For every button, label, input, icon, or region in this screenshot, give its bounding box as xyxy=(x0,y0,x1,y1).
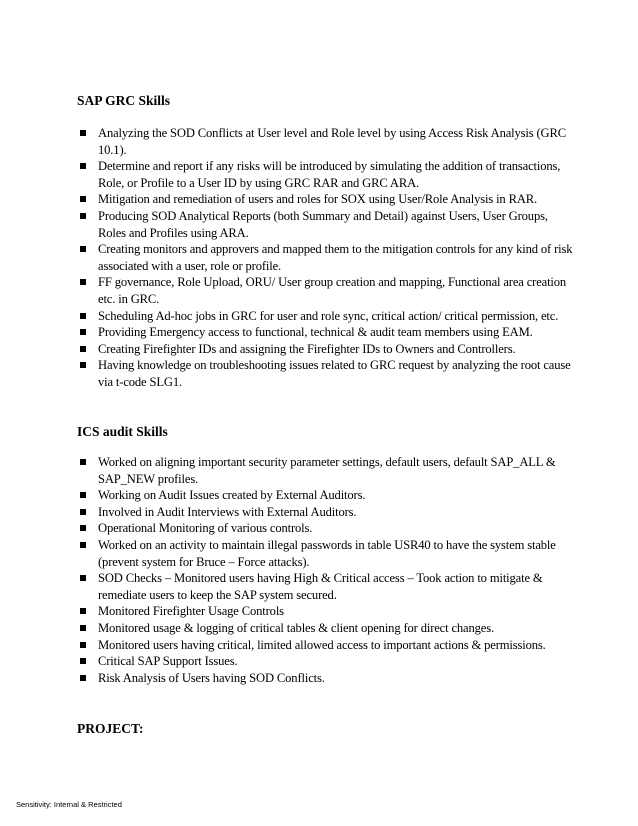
square-bullet-icon xyxy=(80,658,86,664)
list-item xyxy=(77,191,577,208)
list-item-text: Creating monitors and approvers and mapped them to the mitigation controls for any kind of risk associated with a user, role or profile. xyxy=(98,242,573,273)
list-item-text: Monitored Firefighter Usage Controls xyxy=(98,604,284,619)
square-bullet-icon xyxy=(80,163,86,169)
list-item xyxy=(77,241,577,274)
list-item xyxy=(77,537,577,570)
list-item xyxy=(77,274,577,307)
list-item xyxy=(77,158,577,191)
square-bullet-icon xyxy=(80,525,86,531)
list-item xyxy=(77,125,577,158)
list-item-text: Producing SOD Analytical Reports (both Summary and Detail) against Users, User Groups, Roles and Profiles using ARA. xyxy=(98,208,548,240)
list-item xyxy=(77,487,577,504)
square-bullet-icon xyxy=(80,542,86,548)
square-bullet-icon xyxy=(80,246,86,252)
sensitivity-footer: Sensitivity: Internal & Restricted xyxy=(16,800,122,809)
list-item-text: Creating Firefighter IDs and assigning the Firefighter IDs to Owners and Controllers. xyxy=(98,341,516,356)
list-item-text: Monitored usage & logging of critical tables & client opening for direct changes. xyxy=(98,620,494,635)
square-bullet-icon xyxy=(80,608,86,614)
square-bullet-icon xyxy=(80,346,86,352)
list-item xyxy=(77,670,577,687)
square-bullet-icon xyxy=(80,313,86,319)
list-item-text: Worked on aligning important security parameter settings, default users, default SAP_ALL & SAP_NEW profiles. xyxy=(98,455,556,486)
list-item xyxy=(77,308,577,325)
list-item-text: Determine and report if any risks will be introduced by simulating the addition of transactions, Role, or Profile to a User ID by using GRC RAR and GRC ARA. xyxy=(98,159,561,190)
list-item-text: Analyzing the SOD Conflicts at User level and Role level by using Access Risk Analysis (GRC 10.1). xyxy=(98,126,566,157)
list-item xyxy=(77,504,577,521)
list-item-text: Providing Emergency access to functional, technical & audit team members using EAM. xyxy=(98,325,533,340)
list-item-text: Having knowledge on troubleshooting issues related to GRC request by analyzing the root cause via t-code SLG1. xyxy=(98,358,571,389)
section-heading-ics: ICS audit Skills xyxy=(77,424,168,439)
square-bullet-icon xyxy=(80,509,86,515)
list-item-text: Mitigation and remediation of users and roles for SOX using User/Role Analysis in RAR. xyxy=(98,192,538,207)
square-bullet-icon xyxy=(80,329,86,335)
list-item xyxy=(77,357,577,390)
list-item-text: Involved in Audit Interviews with External Auditors. xyxy=(98,504,357,519)
square-bullet-icon xyxy=(80,130,86,136)
square-bullet-icon xyxy=(80,625,86,631)
list-item-text: Working on Audit Issues created by External Auditors. xyxy=(98,488,366,503)
list-item xyxy=(77,653,577,670)
list-item xyxy=(77,454,577,487)
square-bullet-icon xyxy=(80,459,86,465)
list-item-text: Scheduling Ad-hoc jobs in GRC for user and role sync, critical action/ critical permission, etc. xyxy=(98,308,559,323)
ics-skills-list xyxy=(77,454,577,686)
list-item xyxy=(77,570,577,603)
list-item-text: Worked on an activity to maintain illegal passwords in table USR40 to have the system stable (prevent system for Bruce – Force attacks). xyxy=(98,537,556,569)
square-bullet-icon xyxy=(80,675,86,681)
square-bullet-icon xyxy=(80,492,86,498)
list-item-text: Risk Analysis of Users having SOD Conflicts. xyxy=(98,670,325,685)
section-heading-grc: SAP GRC Skills xyxy=(77,93,171,108)
list-item xyxy=(77,620,577,637)
list-item-text: Operational Monitoring of various controls. xyxy=(98,521,313,536)
square-bullet-icon xyxy=(80,213,86,219)
square-bullet-icon xyxy=(80,279,86,285)
list-item-text: FF governance, Role Upload, ORU/ User group creation and mapping, Functional area creation etc. in GRC. xyxy=(98,275,567,306)
list-item xyxy=(77,637,577,654)
list-item-text: Critical SAP Support Issues. xyxy=(98,654,238,669)
grc-skills-list xyxy=(77,125,577,391)
square-bullet-icon xyxy=(80,642,86,648)
section-heading-project: PROJECT: xyxy=(77,721,144,736)
square-bullet-icon xyxy=(80,575,86,581)
list-item xyxy=(77,603,577,620)
list-item xyxy=(77,341,577,358)
list-item xyxy=(77,324,577,341)
square-bullet-icon xyxy=(80,362,86,368)
list-item xyxy=(77,208,577,241)
square-bullet-icon xyxy=(80,196,86,202)
list-item-text: SOD Checks – Monitored users having High & Critical access – Took action to mitigate & remediate users to keep the SAP system secured. xyxy=(98,571,543,602)
list-item xyxy=(77,520,577,537)
list-item-text: Monitored users having critical, limited allowed access to important actions & permissions. xyxy=(98,637,546,652)
